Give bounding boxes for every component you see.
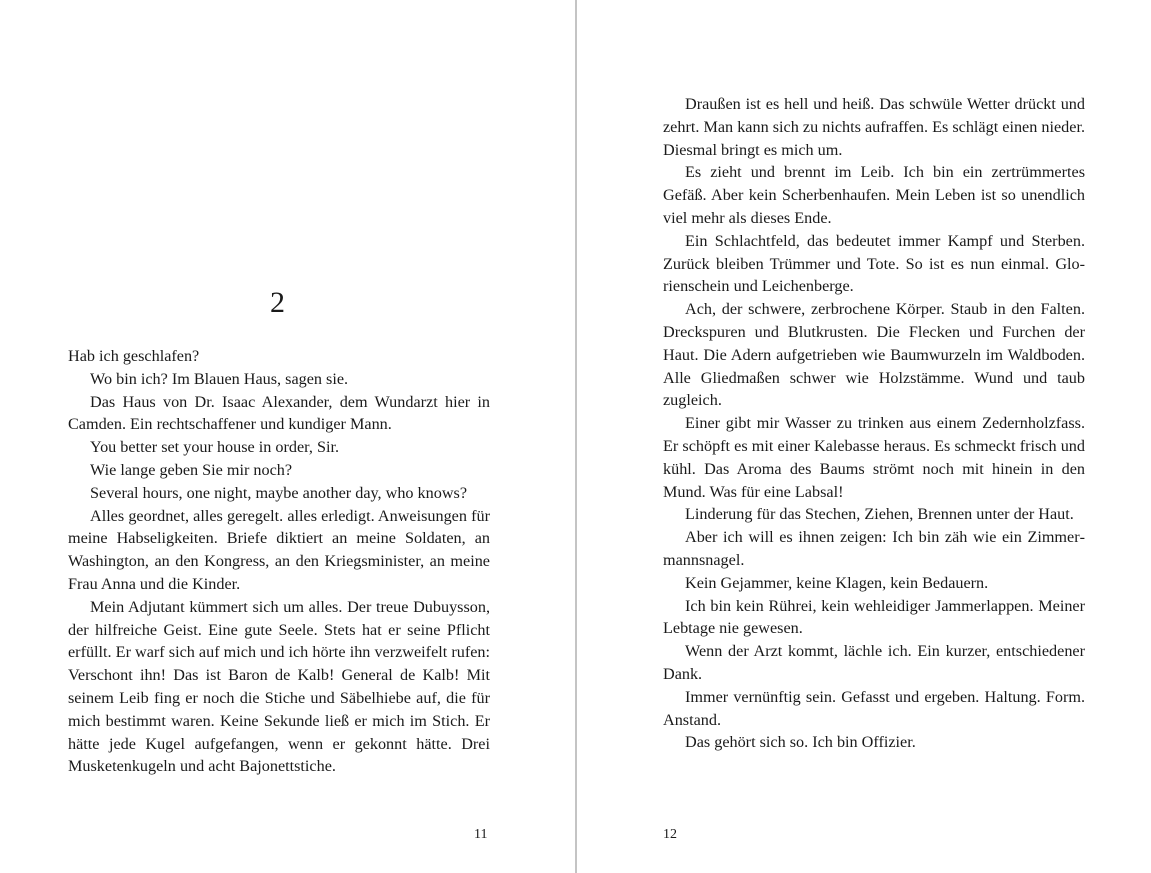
paragraph: Draußen ist es hell und heiß. Das schwüle Wetter drückt und zehrt. Man kann sich zu nichts aufraffen. Es schlägt einen nieder. Diesmal bringt es mich um. xyxy=(663,95,1085,159)
paragraph: Wie lange geben Sie mir noch? xyxy=(90,460,293,479)
paragraph: Aber ich will es ihnen zeigen: Ich bin zäh wie ein Zimmermannsnagel. xyxy=(663,528,1085,569)
page-number: 12 xyxy=(663,827,677,842)
paragraph: Ach, der schwere, zerbrochene Körper. Staub in den Falten. Dreckspuren und Blutkrusten. Die Flecken und Furchen der Haut. Die Adern aufgetrieben wie Baumwurzeln im Waldboden. Alle Gliedmaßen schwer wie Holzstämme. Wund und taub zugleich. xyxy=(663,300,1085,410)
paragraph: Immer vernünftig sein. Gefasst und ergeben. Haltung. Form. Anstand. xyxy=(663,687,1085,729)
paragraph: Es zieht und brennt im Leib. Ich bin ein zertrümmertes Gefäß. Aber kein Scherbenhaufen. Mein Leben ist so unendlich viel mehr als dieses Ende. xyxy=(663,163,1085,227)
chapter-number: 2 xyxy=(270,286,286,319)
page-gutter-divider xyxy=(575,0,577,873)
left-page-text xyxy=(68,345,490,778)
paragraph: Several hours, one night, maybe another day, who knows? xyxy=(90,483,468,502)
right-page xyxy=(578,0,1151,873)
paragraph: Das gehört sich so. Ich bin Offizier. xyxy=(685,733,916,752)
paragraph: Linderung für das Stechen, Ziehen, Brennen unter der Haut. xyxy=(685,505,1074,524)
paragraph: You better set your house in order, Sir. xyxy=(90,438,340,457)
paragraph: Das Haus von Dr. Isaac Alexander, dem Wundarzt hier in Camden. Ein rechtschaffener und kundiger Mann. xyxy=(68,392,490,434)
paragraph: Wo bin ich? Im Blauen Haus, sagen sie. xyxy=(90,369,349,388)
paragraph: Mein Adjutant kümmert sich um alles. Der treue Dubuysson, der hilfreiche Geist. Eine gute Seele. Stets hat er seine Pflicht erfüllt. Er warf sich auf mich und ich hörte ihn verzweifelt rufen: Verschont ihn! Das ist Baron de Kalb! General de Kalb! Mit seinem Leib fing er noch die Stiche und Säbelhiebe auf, die für mich bestimmt waren. Keine Sekunde ließ er mich im Stich. Er hätte jede Kugel aufgefangen, wenn er gekonnt hätte. Drei Musketenkugeln und acht Bajonettstiche. xyxy=(68,597,490,776)
paragraph: Alles geordnet, alles geregelt. alles erledigt. Anweisungen für meine Habseligkeiten. Briefe diktiert an meine Soldaten, an Washington, an den Kongress, an den Kriegsminister, an meine Frau Anna und die Kinder. xyxy=(68,506,490,593)
paragraph: Hab ich geschlafen? xyxy=(68,347,200,365)
paragraph: Ich bin kein Rührei, kein wehleidiger Jammerlappen. Meiner Lebtage nie gewesen. xyxy=(663,596,1085,638)
paragraph: Einer gibt mir Wasser zu trinken aus einem Zedernholzfass. Er schöpft es mit einer Kalebasse heraus. Es schmeckt frisch und kühl. Das Aroma des Baums strömt noch mit hinein in den Mund. Was für eine Labsal! xyxy=(663,414,1085,501)
paragraph: Wenn der Arzt kommt, lächle ich. Ein kurzer, entschiedener Dank. xyxy=(663,642,1085,683)
paragraph: Ein Schlachtfeld, das bedeutet immer Kampf und Sterben. Zurück bleiben Trümmer und Tote. So ist es nun einmal. Glorienschein und Leichenberge. xyxy=(663,231,1085,296)
right-page-text xyxy=(663,93,1085,754)
page-number: 11 xyxy=(474,827,488,842)
paragraph: Kein Gejammer, keine Klagen, kein Bedauern. xyxy=(685,573,989,592)
